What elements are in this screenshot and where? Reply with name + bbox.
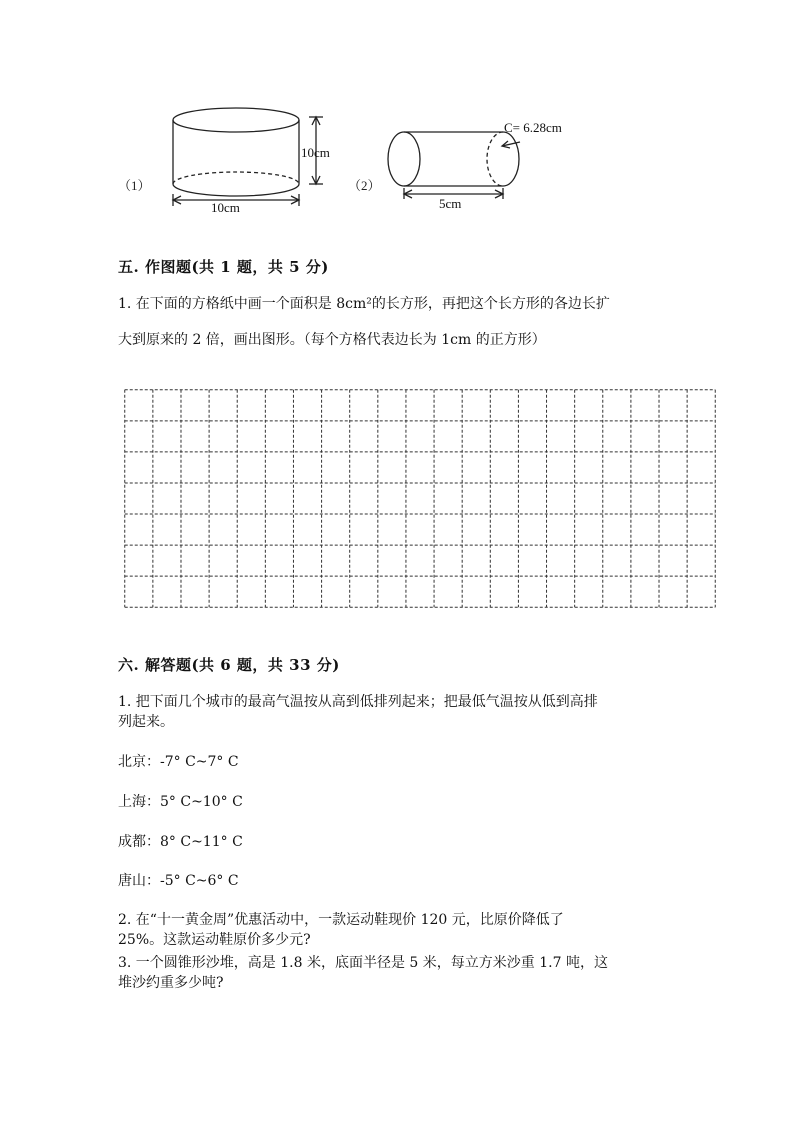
figures-area	[100, 100, 600, 225]
section-5-question-1-line-2: 大到原来的 2 倍，画出图形。（每个方格代表边长为 1cm 的正方形）	[118, 332, 546, 348]
graph-paper-grid	[124, 389, 716, 608]
city-chengdu: 成都：8° C~11° C	[118, 834, 243, 850]
grid-lines	[124, 389, 716, 608]
fig2-circumference-label: C= 6.28cm	[504, 120, 562, 135]
section-6-question-2-line-2: 25%。这款运动鞋原价多少元?	[118, 932, 311, 948]
section-6-question-3-line-1: 3. 一个圆锥形沙堆，高是 1.8 米，底面半径是 5 米，每立方米沙重 1.7 吨，这	[118, 955, 608, 971]
city-shanghai: 上海：5° C~10° C	[118, 794, 243, 810]
city-beijing: 北京：-7° C~7° C	[118, 754, 239, 770]
section-6-question-1-line-1: 1. 把下面几个城市的最高气温按从高到低排列起来；把最低气温按从低到高排	[118, 694, 598, 710]
fig2-label: （2）	[348, 178, 381, 193]
cylinder-2-drawing	[388, 132, 520, 199]
section-5-question-1-line-1: 1. 在下面的方格纸中画一个面积是 8cm²的长方形，再把这个长方形的各边长扩	[118, 296, 610, 312]
fig1-height-label: 10cm	[301, 145, 330, 160]
section-6-question-1-line-2: 列起来。	[118, 714, 174, 730]
section-5-title: 五. 作图题(共 1 题，共 5 分)	[118, 258, 329, 276]
section-6-question-2-line-1: 2. 在“十一黄金周”优惠活动中，一款运动鞋现价 120 元，比原价降低了	[118, 912, 564, 928]
city-tangshan: 唐山：-5° C~6° C	[118, 873, 239, 889]
fig1-label: （1）	[118, 178, 151, 193]
cylinder-figures	[100, 100, 600, 225]
fig1-width-label: 10cm	[211, 200, 240, 215]
fig2-length-label: 5cm	[439, 196, 462, 211]
section-6-question-3-line-2: 堆沙约重多少吨?	[118, 975, 224, 991]
section-6-title: 六. 解答题(共 6 题，共 33 分)	[118, 656, 340, 674]
